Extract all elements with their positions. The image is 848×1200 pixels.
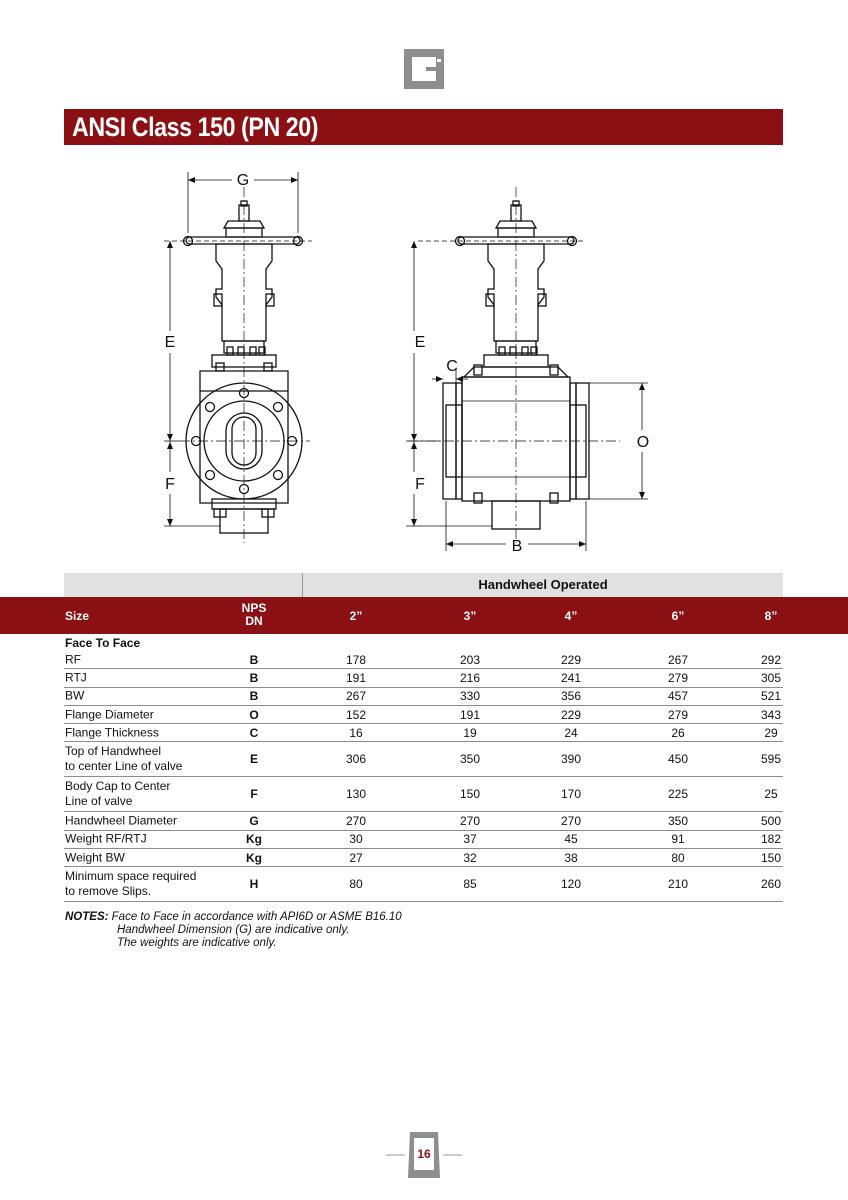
dim-label-o: O — [636, 434, 650, 451]
section-row — [64, 634, 783, 651]
row-label-line: Line of valve — [65, 794, 133, 809]
table-row — [64, 669, 783, 687]
row-symbol: O — [249, 707, 259, 722]
row-label — [65, 670, 87, 685]
table-cell: 343 — [760, 707, 782, 722]
dim-label-e-front: E — [164, 334, 176, 351]
table-header-bar — [0, 597, 848, 634]
row-label-line: Top of Handwheel — [65, 744, 162, 759]
table-cell: 305 — [760, 670, 782, 685]
notes — [65, 911, 402, 950]
dim-label-f-side: F — [415, 476, 425, 493]
table-cell: 191 — [459, 707, 481, 722]
row-label — [65, 869, 196, 899]
table-row — [64, 724, 783, 742]
table-row — [64, 812, 783, 830]
table-cell: 19 — [463, 725, 477, 740]
table-cell: 80 — [349, 877, 363, 892]
row-label-line: to remove Slips. — [65, 884, 152, 899]
dimension-table — [64, 634, 783, 902]
row-label-line: Weight BW — [65, 850, 125, 865]
column-header-3in: 3” — [463, 609, 477, 623]
dn-label: DN — [245, 614, 263, 628]
row-label — [65, 707, 154, 722]
nps-label: NPS — [241, 601, 267, 615]
table-cell: 178 — [345, 652, 367, 667]
table-cell: 130 — [345, 787, 367, 802]
table-cell: 521 — [760, 689, 782, 704]
side-view — [406, 187, 648, 551]
table-row — [64, 777, 783, 812]
table-cell: 595 — [760, 752, 782, 767]
row-label-line: Flange Diameter — [65, 707, 154, 722]
table-cell: 191 — [345, 670, 367, 685]
row-symbol: C — [249, 725, 259, 740]
table-cell: 350 — [667, 814, 689, 829]
table-cell: 306 — [345, 752, 367, 767]
table-cell: 279 — [667, 707, 689, 722]
table-cell: 45 — [564, 832, 578, 847]
table-cell: 270 — [560, 814, 582, 829]
valve-technical-drawing — [150, 165, 670, 560]
row-label-line: Flange Thickness — [65, 725, 159, 740]
table-cell: 182 — [760, 832, 782, 847]
table-row — [64, 849, 783, 867]
row-label — [65, 689, 84, 704]
table-cell: 152 — [345, 707, 367, 722]
table-row — [64, 688, 783, 706]
table-cell: 85 — [463, 877, 477, 892]
column-header-4in: 4” — [564, 609, 578, 623]
table-cell: 170 — [560, 787, 582, 802]
row-symbol: B — [249, 689, 259, 704]
table-cell: 91 — [671, 832, 685, 847]
row-label-line: RF — [65, 652, 81, 667]
dim-label-e-side: E — [414, 334, 426, 351]
row-symbol: Kg — [246, 832, 262, 847]
table-row — [64, 831, 783, 849]
table-cell: 241 — [560, 670, 582, 685]
table-cell: 30 — [349, 832, 363, 847]
table-row — [64, 867, 783, 902]
front-view — [164, 172, 312, 543]
row-symbol: B — [249, 652, 259, 667]
row-symbol: F — [250, 787, 258, 802]
column-header-6in: 6” — [671, 609, 685, 623]
column-header-2in: 2” — [349, 609, 363, 623]
row-symbol: H — [249, 877, 259, 892]
row-symbol: B — [249, 670, 259, 685]
table-cell: 26 — [671, 725, 685, 740]
table-cell: 270 — [459, 814, 481, 829]
table-cell: 27 — [349, 850, 363, 865]
size-header: Size — [65, 609, 90, 623]
table-cell: 225 — [667, 787, 689, 802]
note-line: Face to Face in accordance with API6D or ASME B16.10 — [111, 911, 402, 923]
table-cell: 32 — [463, 850, 477, 865]
table-cell: 210 — [667, 877, 689, 892]
row-label — [65, 850, 125, 865]
table-row — [64, 706, 783, 724]
table-cell: 270 — [345, 814, 367, 829]
row-symbol: G — [249, 814, 259, 829]
row-label-line: RTJ — [65, 670, 87, 685]
row-label — [65, 832, 147, 847]
dim-label-g: G — [236, 172, 250, 189]
table-cell: 25 — [764, 787, 778, 802]
row-label-line: Weight RF/RTJ — [65, 831, 147, 846]
page-title-bar — [64, 109, 783, 145]
nps-dn-header — [228, 602, 280, 628]
row-label-line: Minimum space required — [65, 869, 197, 884]
row-label-line: Handwheel Diameter — [65, 813, 178, 828]
table-cell: 330 — [459, 689, 481, 704]
dim-label-f-front: F — [165, 476, 175, 493]
operation-label: Handwheel Operated — [478, 577, 608, 592]
row-symbol: E — [249, 752, 258, 767]
company-logo — [404, 49, 444, 89]
page-number: 16 — [417, 1147, 431, 1161]
table-cell: 38 — [564, 850, 578, 865]
table-cell: 390 — [560, 752, 582, 767]
dim-label-b: B — [511, 538, 523, 555]
table-cell: 216 — [459, 670, 481, 685]
operation-header — [64, 573, 783, 597]
row-label — [65, 779, 170, 809]
table-cell: 356 — [560, 689, 582, 704]
row-label-line: to center Line of valve — [65, 759, 183, 774]
notes-label: NOTES: — [65, 911, 109, 923]
table-cell: 350 — [459, 752, 481, 767]
row-label-line: BW — [65, 688, 85, 703]
row-label-line: Body Cap to Center — [65, 779, 171, 794]
table-cell: 29 — [764, 725, 778, 740]
table-cell: 229 — [560, 652, 582, 667]
table-cell: 229 — [560, 707, 582, 722]
note-line: The weights are indicative only. — [117, 937, 277, 949]
table-cell: 150 — [459, 787, 481, 802]
table-cell: 203 — [459, 652, 481, 667]
table-cell: 37 — [463, 832, 477, 847]
column-header-8in: 8” — [764, 609, 778, 623]
table-cell: 16 — [349, 725, 363, 740]
table-cell: 500 — [760, 814, 782, 829]
table-cell: 457 — [667, 689, 689, 704]
table-row — [64, 651, 783, 669]
row-label — [65, 652, 81, 667]
dim-label-c: C — [446, 358, 458, 375]
note-line: Handwheel Dimension (G) are indicative only. — [117, 924, 350, 936]
table-cell: 267 — [667, 652, 689, 667]
table-cell: 292 — [760, 652, 782, 667]
table-cell: 267 — [345, 689, 367, 704]
row-symbol: Kg — [246, 850, 262, 865]
table-cell: 150 — [760, 850, 782, 865]
row-label — [65, 725, 159, 740]
table-cell: 120 — [560, 877, 582, 892]
table-cell: 24 — [564, 725, 578, 740]
row-label — [65, 744, 182, 774]
table-cell: 260 — [760, 877, 782, 892]
table-cell: 80 — [671, 850, 685, 865]
table-row — [64, 742, 783, 777]
page-title: ANSI Class 150 (PN 20) — [72, 112, 319, 142]
table-cell: 279 — [667, 670, 689, 685]
section-title: Face To Face — [65, 635, 141, 650]
row-label — [65, 814, 177, 829]
table-cell: 450 — [667, 752, 689, 767]
